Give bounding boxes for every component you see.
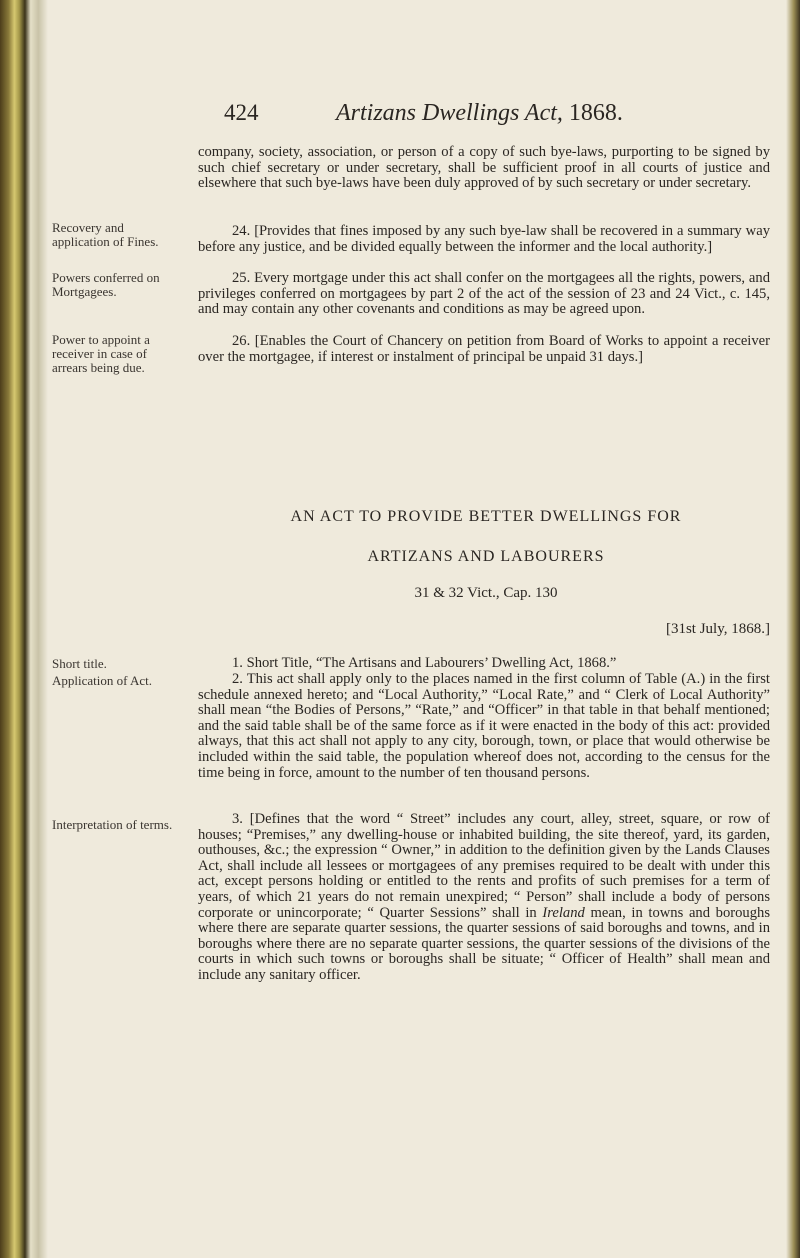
section-3: 3. [Defines that the word “ Street” includes any court, alley, street, square, or row of houses; “Premises,” any dwelling-house or inhabited building, the site thereof, yard, its garden, outhouses, &c.; the expression “ Owner,” in addition to the definition given by the Lands Clauses Act, shall include all lessees or mortgagees of any premises required to be dealt with under this act, except persons holding or entitled to the rents and profits of such premises for a term of years, of which 21 years do not remain unexpired; “ Person” shall include a body of persons corporate or unincorporate; “ Quarter Sessions” shall in Ireland mean, in towns and boroughs where there are separate quarter sessions, the quarter sessions of said boroughs and towns, and in boroughs where there are no separate quarter sessions, the quarter sessions of the divisions of the courts in which such towns or boroughs shall be situate; “ Officer of Health” shall mean and include any sanitary officer. — [198, 811, 770, 983]
section-1: 1. Short Title, “The Artisans and Labourers’ Dwelling Act, 1868.” — [232, 655, 617, 671]
act-date: [31st July, 1868.] — [665, 621, 770, 637]
margin-note-powers: Powers conferred on Mortgagees. — [52, 270, 160, 299]
section-25: 25. Every mortgage under this act shall confer on the mortgagees all the rights, powers, and privileges conferred on mortgagees by part 2 of the act of the session of 23 and 24 Vict., c. 145, and may contain any other covenants and conditions as may be agreed upon. — [198, 270, 770, 318]
margin-note-application: Application of Act. — [52, 673, 153, 688]
margin-note-recovery: Recovery and application of Fines. — [52, 220, 159, 249]
paragraph-continuation: company, society, association, or person of a copy of such bye-laws, purporting to be signed by such chief secretary or under secretary, shall be sufficient proof in all courts of justice and elsewhere that such bye-laws have been duly approved of by such secretary or under secretary. — [198, 144, 770, 192]
section-2: 2. This act shall apply only to the places named in the first column of Table (A.) in the first schedule annexed hereto; and “Local Authority,” “Local Rate,” and “ Clerk of Local Authority” shall mean “the Bodies of Persons,” “Rate,” and “Officer” in that table in that behalf mentioned; and the said table shall be of the same force as if it were enacted in the body of this act: provided always, that this act shall not apply to any city, borough, town, or place that would otherwise be included within the said table, the population whereof does not, according to the census for the time being in force, amount to the number of ten thousand persons. — [198, 671, 770, 781]
margin-note-interpretation: Interpretation of terms. — [52, 817, 173, 832]
page-header — [224, 100, 664, 128]
act-title-line-2: ARTIZANS AND LABOURERS — [367, 548, 605, 565]
act-reference: 31 & 32 Vict., Cap. 130 — [414, 585, 558, 601]
running-title: Artizans Dwellings Act, 1868. — [336, 100, 623, 126]
margin-note-short-title: Short title. — [52, 656, 107, 671]
act-title-line-1: AN ACT TO PROVIDE BETTER DWELLINGS FOR — [290, 508, 682, 525]
running-year: 1868. — [568, 100, 623, 126]
ireland-italic: Ireland — [542, 904, 585, 921]
page-number: 424 — [224, 100, 259, 125]
section-26: 26. [Enables the Court of Chancery on petition from Board of Works to appoint a receiver over the mortgagee, if interest or instalment of principal be unpaid 31 days.] — [198, 333, 770, 365]
book-binding-edge — [0, 0, 48, 1258]
section-24: 24. [Provides that fines imposed by any such bye-law shall be recovered in a summary way before any justice, and be divided equally between the informer and the local authority.] — [198, 223, 770, 255]
margin-note-receiver: Power to appoint a receiver in case of arrears being due. — [52, 332, 150, 375]
page-right-edge — [786, 0, 800, 1258]
